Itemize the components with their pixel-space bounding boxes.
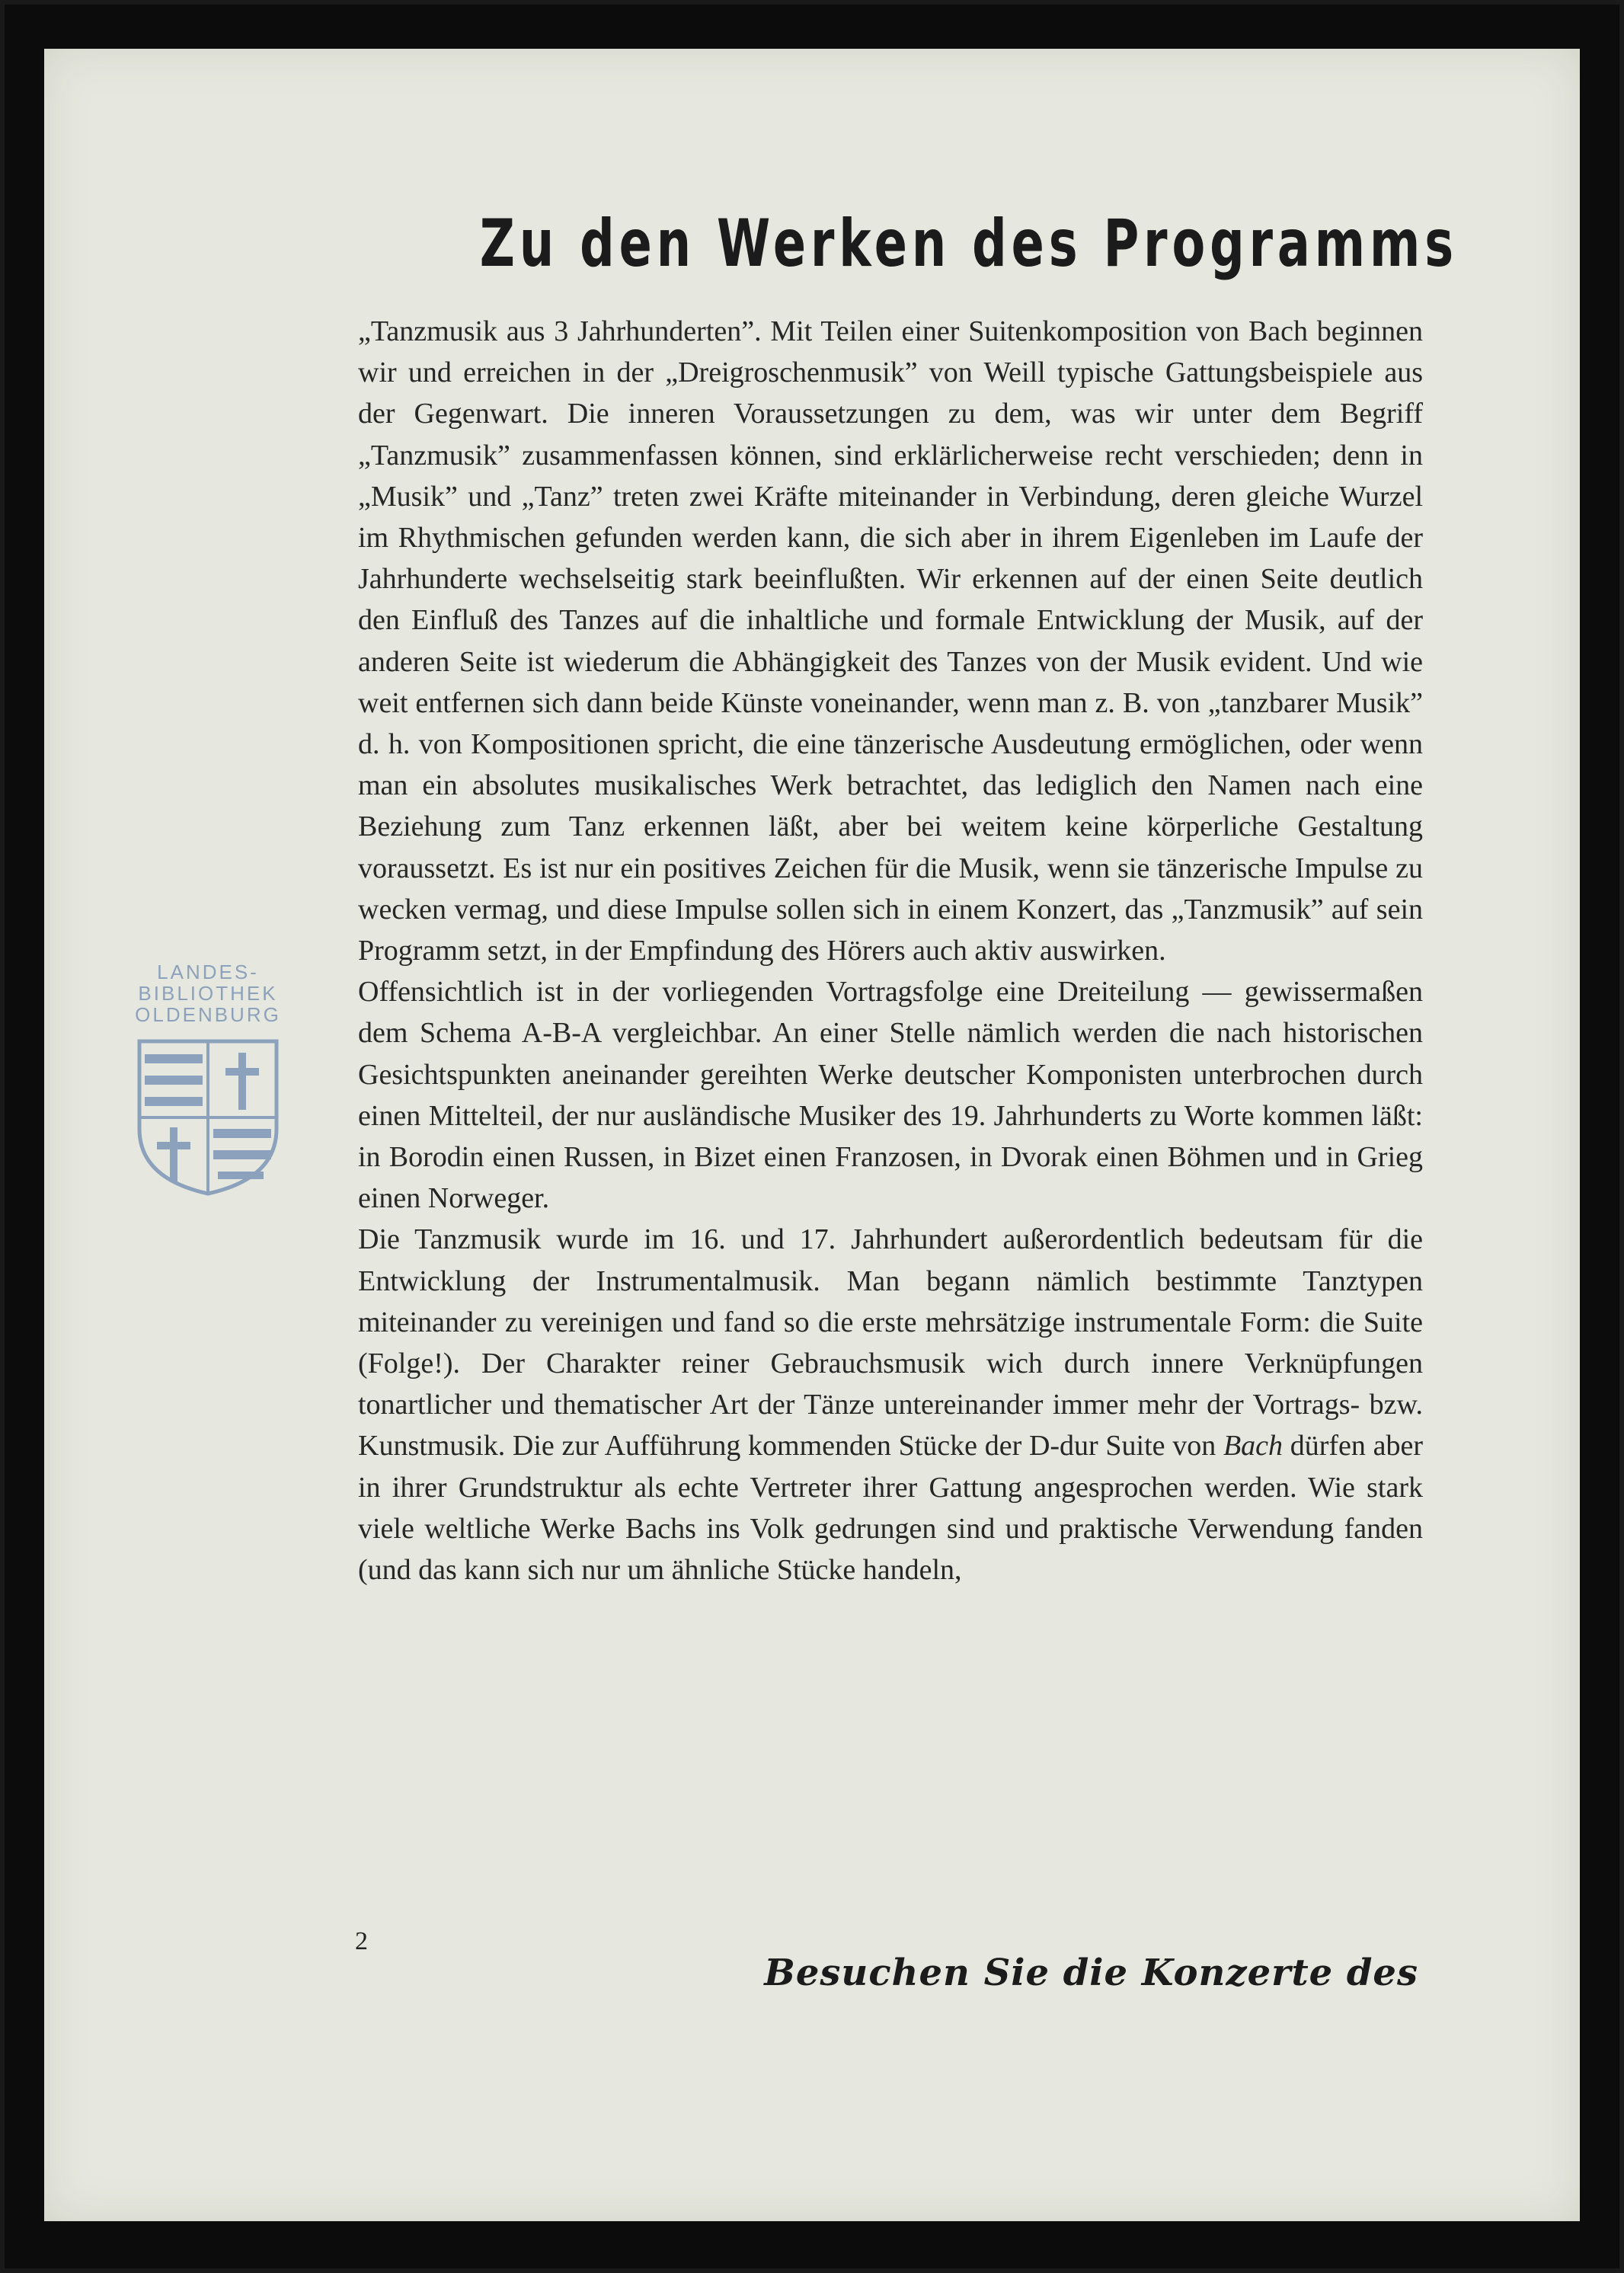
body-text — [358, 311, 1423, 1590]
stamp-line-2: BIBLIOTHEK — [138, 982, 278, 1005]
paragraph-3-text-end: dürfen aber in ihrer Grundstruktur als echte Vertreter ihrer Gattung angesprochen werden. Wie stark viele weltliche Werke Bachs ins Volk gedrungen sind und praktische Verwendung fanden (und das kann sich nur um ähnliche Stücke handeln, — [358, 1430, 1424, 1587]
coat-of-arms-icon — [136, 1037, 280, 1197]
composer-name-emphasis: Bach — [1223, 1430, 1284, 1463]
stamp-line-1: LANDES- — [157, 961, 259, 983]
stamp-line-3: OLDENBURG — [135, 1003, 281, 1026]
paragraph-3 — [358, 1219, 1423, 1590]
library-stamp — [128, 961, 288, 1197]
paragraph-2: Offensichtlich ist in der vorliegenden Vortragsfolge eine Dreiteilung — gewissermaßen dem Schema A-B-A vergleichbar. An einer Stelle nämlich werden die nach historischen Gesichtspunkten aneinander gereihten Werke deutscher Komponisten unterbrochen durch einen Mittelteil, der nur ausländische Musiker des 19. Jahrhunderts zu Worte kommen läßt: in Borodin einen Russen, in Bizet einen Franzosen, in Dvorak einen Böhmen und in Grieg einen Norweger. — [358, 976, 1423, 1215]
paragraph-1: „Tanzmusik aus 3 Jahrhunderten”. Mit Teilen einer Suitenkomposition von Bach beginnen wir und erreichen in der „Dreigroschenmusik” von Weill typische Gattungsbeispiele aus der Gegenwart. Die inneren Voraussetzungen zu dem, was wir unter dem Begriff „Tanzmusik” zusammenfassen können, sind erklärlicherweise recht verschieden; denn in „Musik” und „Tanz” treten zwei Kräfte miteinander in Verbindung, deren gleiche Wurzel im Rhythmischen gefunden werden kann, die sich aber in ihrem Eigenleben im Laufe der Jahrhunderte wechselseitig stark beeinflußten. Wir erkennen auf der einen Seite deutlich den Einfluß des Tanzes auf die inhaltliche und formale Entwicklung der Musik, auf der anderen Seite ist wiederum die Abhängigkeit des Tanzes von der Musik evident. Und wie weit entfernen sich dann beide Künste voneinander, wenn man z. B. von „tanzbarer Musik” d. h. von Kompositionen spricht, die eine tänzerische Ausdeutung ermöglichen, oder wenn man ein absolutes musikalisches Werk betrachtet, das lediglich den Namen nach eine Beziehung zum Tanz erkennen läßt, aber bei weitem keine körperliche Gestaltung voraussetzt. Es ist nur ein positives Zeichen für die Musik, wenn sie tänzerische Impulse zu wecken vermag, und diese Impulse sollen sich in einem Konzert, das „Tanzmusik” auf sein Programm setzt, in der Empfindung des Hörers auch aktiv auswirken. — [358, 315, 1423, 967]
paragraph-3-text-start: Die Tanzmusik wurde im 16. und 17. Jahrhundert außerordentlich bedeutsam für die Entwicklung der Instrumentalmusik. Man begann nämlich bestimmte Tanztypen miteinander zu vereinigen und fand so die erste mehrsätzige instrumentale Form: die Suite (Folge!). Der Charakter reiner Gebrauchsmusik wich durch innere Verknüpfungen tonartlicher und thematischer Art der Tänze untereinander immer mehr der Vortrags- bzw. Kunstmusik. Die zur Aufführung kommenden Stücke der D-dur Suite von — [358, 1223, 1423, 1463]
page-title: Zu den Werken des Programms — [479, 206, 1459, 282]
footer-advertisement: Besuchen Sie die Konzerte des — [764, 1952, 1418, 1994]
page-number: 2 — [355, 1927, 368, 1955]
